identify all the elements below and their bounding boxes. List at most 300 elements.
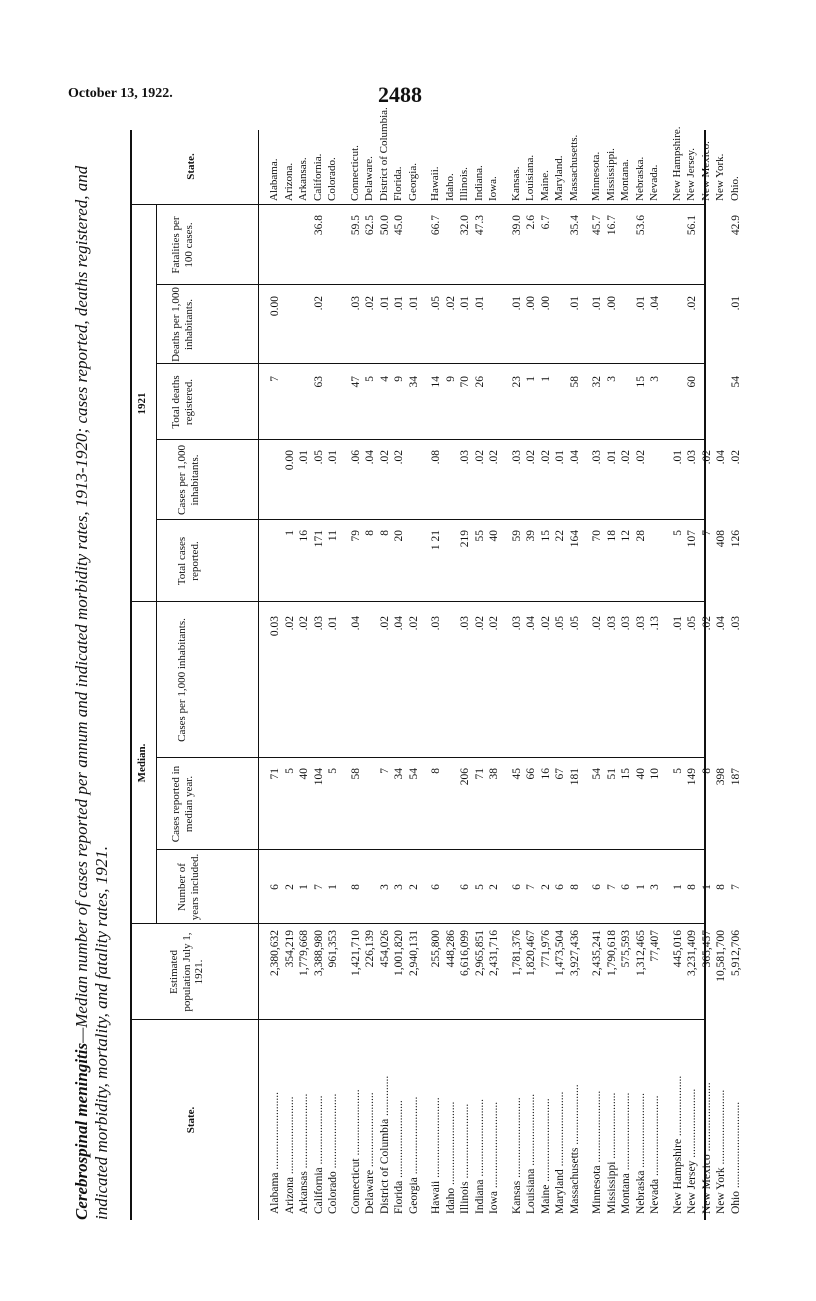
state-name: Indiana ...........................: [473, 1099, 486, 1214]
row-group: [510, 852, 583, 922]
state-name: Maine .............................: [539, 1098, 552, 1214]
case-rate-1921-value: [444, 450, 459, 518]
years-value: 5: [473, 884, 486, 890]
column-death-rate-1921: [268, 296, 751, 362]
years-value: 6: [430, 884, 442, 890]
row-group: [671, 376, 744, 438]
death-rate-1921-value: [671, 296, 686, 362]
state-name-right: Maine.: [538, 170, 551, 201]
vrule: [130, 204, 706, 205]
fatality-1921-value: [619, 215, 634, 283]
deaths-1921-value: 9: [444, 376, 457, 382]
deaths-1921-value: 3: [605, 376, 618, 382]
fatality-1921-value: [268, 215, 283, 283]
fatality-1921-value: [444, 215, 459, 283]
death-rate-1921-value: [553, 296, 568, 362]
case-rate-1921-value: .02: [729, 450, 742, 465]
years-value: 1: [634, 884, 647, 890]
state-name: New York ..........................: [715, 1089, 727, 1214]
median-cases-value: 66: [525, 768, 537, 780]
row-group: [510, 215, 583, 283]
population-value: 1,820,467: [525, 930, 537, 976]
row-group: [671, 530, 744, 600]
death-rate-1921-value: [714, 296, 729, 362]
years-value: 7: [729, 884, 742, 890]
state-name: Alabama ...........................: [269, 1091, 281, 1214]
deaths-1921-value: [714, 376, 729, 438]
cases-1921-value: 107: [686, 530, 698, 548]
vrule: [156, 363, 706, 364]
state-name: Arizona ...........................: [283, 1096, 296, 1214]
header-median-cases: Cases reported in median year.: [170, 765, 195, 843]
median-rate-value: .02: [283, 616, 296, 631]
years-value: 6: [554, 884, 566, 890]
median-cases-value: 7: [378, 768, 391, 774]
case-rate-1921-value: .03: [510, 450, 523, 465]
population-value: 961,353: [327, 930, 339, 968]
row-group: [590, 852, 663, 922]
cases-1921-value: 1: [283, 530, 296, 536]
deaths-1921-value: 34: [407, 376, 420, 388]
case-rate-1921-value: .05: [312, 450, 325, 465]
row-group: [429, 131, 502, 201]
case-rate-1921-value: .08: [430, 450, 442, 465]
median-rate-value: .02: [591, 616, 603, 631]
state-name-right: Louisiana.: [524, 154, 536, 201]
state-name: Ohio ..............................: [729, 1101, 742, 1214]
vrule: [156, 439, 706, 440]
state-name-right: Massachusetts.: [567, 134, 580, 201]
table-title: [72, 130, 112, 1220]
years-value: 3: [378, 884, 391, 890]
deaths-1921-value: [619, 376, 634, 438]
case-rate-1921-value: .02: [539, 450, 552, 465]
case-rate-1921-value: .06: [349, 450, 362, 465]
median-cases-value: 398: [715, 768, 727, 786]
death-rate-1921-value: .01: [510, 296, 523, 311]
deaths-1921-value: [297, 376, 312, 438]
header-population: Estimated population July 1, 1921.: [168, 932, 206, 1012]
population-value: 2,965,851: [473, 930, 486, 976]
state-name-right: California.: [311, 153, 324, 201]
row-group: [510, 616, 583, 756]
row-group: [349, 450, 422, 518]
state-name-right: Ohio.: [728, 176, 741, 201]
deaths-1921-value: 3: [649, 376, 661, 382]
row-group: [510, 296, 583, 362]
row-group: [671, 215, 744, 283]
death-rate-1921-value: .01: [729, 296, 742, 311]
deaths-1921-value: 1: [525, 376, 537, 382]
row-group: [590, 530, 663, 600]
median-group-rule: [156, 602, 157, 924]
state-name-right: Colorado.: [326, 157, 338, 201]
row-group: [671, 296, 744, 362]
death-rate-1921-value: [700, 296, 715, 362]
death-rate-1921-value: .01: [407, 296, 420, 311]
years-value: 1: [298, 884, 310, 890]
fatality-1921-value: [283, 215, 298, 283]
row-group: [510, 131, 583, 201]
median-rate-value: .05: [568, 616, 581, 631]
cases-1921-value: [407, 530, 422, 600]
years-value: 6: [620, 884, 632, 890]
years-value: 1: [700, 884, 713, 890]
median-rate-value: .02: [539, 616, 552, 631]
median-rate-value: .03: [430, 616, 442, 631]
row-group: [670, 126, 744, 201]
state-name-right: Connecticut.: [348, 145, 361, 201]
vrule: [156, 519, 706, 520]
case-rate-1921-value: .02: [634, 450, 647, 465]
deaths-1921-value: 26: [473, 376, 486, 388]
header-death-rate-1921: Deaths per 1,000 inhabitants.: [170, 287, 195, 362]
row-group: [429, 930, 502, 1018]
fatality-1921-value: 16.7: [605, 215, 618, 236]
state-name-right: Maryland.: [553, 155, 565, 201]
state-name-right: Nebraska.: [633, 156, 646, 201]
years-value: 8: [715, 884, 727, 890]
data-table: [130, 107, 742, 1220]
fatality-1921-value: [326, 215, 341, 283]
state-name-right: Nevada.: [648, 164, 660, 201]
death-rate-1921-value: .01: [378, 296, 391, 311]
case-rate-1921-value: .02: [393, 450, 405, 465]
death-rate-1921-value: .02: [686, 296, 698, 311]
death-rate-1921-value: [487, 296, 502, 362]
population-value: 3,231,409: [686, 930, 698, 976]
state-name: Maryland ..........................: [554, 1091, 566, 1214]
cases-1921-value: 12: [620, 530, 632, 542]
fatality-1921-value: 45.7: [591, 215, 603, 236]
column-population: [268, 930, 751, 1018]
title-rest: —Median number of cases reported per annum and indicated morbidity rates, 1913-1920; cases reported, deaths registered, and indicated morbidity, mortality, and fatality rates, 1921.: [72, 165, 111, 1220]
population-value: 10,581,700: [715, 930, 727, 982]
deaths-1921-value: 47: [349, 376, 362, 388]
median-cases-value: 206: [459, 768, 471, 786]
row-group: [349, 215, 422, 283]
row-group: [590, 376, 663, 438]
median-cases-value: 67: [554, 768, 566, 780]
row-group: [671, 616, 744, 756]
column-state: [268, 1026, 751, 1214]
header-median-group: Median.: [136, 743, 148, 783]
years-value: 1: [327, 884, 339, 890]
fatality-1921-value: 42.9: [729, 215, 742, 236]
median-rate-value: .02: [378, 616, 391, 631]
case-rate-1921-value: .03: [591, 450, 603, 465]
state-name: Delaware ..........................: [364, 1092, 376, 1214]
rotated-table-region: [72, 107, 742, 1220]
row-group: [349, 768, 422, 848]
case-rate-1921-value: .02: [473, 450, 486, 465]
years-value: 3: [393, 884, 405, 890]
page-number: 2488: [378, 82, 422, 107]
death-rate-1921-value: .02: [312, 296, 325, 311]
population-value: 2,431,716: [488, 930, 500, 976]
fatality-1921-value: [671, 215, 686, 283]
median-cases-value: 8: [700, 768, 713, 774]
years-value: 7: [605, 884, 618, 890]
case-rate-1921-value: .03: [459, 450, 471, 465]
population-value: 2,380,632: [269, 930, 281, 976]
median-rate-value: .03: [620, 616, 632, 631]
cases-1921-value: 18: [605, 530, 618, 542]
deaths-1921-value: [326, 376, 341, 438]
case-rate-1921-value: 0.00: [283, 450, 296, 471]
median-cases-value: 54: [407, 768, 420, 780]
header-cases-1921: Total cases reported.: [176, 536, 201, 586]
case-rate-1921-value: .01: [327, 450, 339, 465]
population-value: 77,407: [649, 930, 661, 962]
deaths-1921-value: 1: [539, 376, 552, 382]
column-median-rate: [268, 616, 751, 756]
state-name: Hawaii ............................: [430, 1097, 442, 1214]
death-rate-1921-value: [283, 296, 298, 362]
death-rate-1921-value: .01: [473, 296, 486, 311]
median-cases-value: 40: [298, 768, 310, 780]
row-group: [349, 296, 422, 362]
column-case-rate-1921: [268, 450, 751, 518]
state-name: Georgia ...........................: [407, 1096, 420, 1214]
row-group: [429, 215, 502, 283]
case-rate-1921-value: [407, 450, 422, 518]
group-1921-rule: [156, 205, 157, 602]
case-rate-1921-value: [648, 450, 663, 518]
header-deaths-1921: Total deaths registered.: [170, 375, 195, 429]
median-rate-value: .13: [649, 616, 661, 631]
row-group: [510, 530, 583, 600]
header-fatality-1921: Fatalities per 100 cases.: [170, 216, 195, 274]
row-group: [671, 930, 744, 1018]
state-name-right: Mississippi.: [604, 148, 617, 201]
state-name-right: New Hampshire.: [670, 126, 683, 201]
median-cases-value: 5: [671, 768, 684, 774]
median-cases-value: 16: [539, 768, 552, 780]
row-group: [268, 530, 341, 600]
case-rate-1921-value: .03: [686, 450, 698, 465]
fatality-1921-value: [553, 215, 568, 283]
years-value: 8: [349, 884, 362, 890]
median-rate-value: .03: [459, 616, 471, 631]
row-group: [268, 215, 341, 283]
cases-1921-value: 1 21: [430, 530, 442, 551]
years-value: 1: [671, 884, 684, 890]
state-name-right: Florida.: [392, 166, 404, 201]
cases-1921-value: 8: [364, 530, 376, 536]
years-value: 8: [568, 884, 581, 890]
population-value: 5,912,706: [729, 930, 742, 976]
row-group: [510, 930, 583, 1018]
fatality-1921-value: 32.0: [459, 215, 471, 236]
fatality-1921-value: 35.4: [568, 215, 581, 236]
row-group: [590, 215, 663, 283]
state-name: Kansas ............................: [510, 1097, 523, 1214]
years-value: 2: [488, 884, 500, 890]
cases-1921-value: 171: [312, 530, 325, 548]
deaths-1921-value: 5: [364, 376, 376, 382]
deaths-1921-value: [487, 376, 502, 438]
years-value: 7: [312, 884, 325, 890]
fatality-1921-value: 45.0: [393, 215, 405, 236]
row-group: [429, 1026, 502, 1214]
cases-1921-value: 59: [510, 530, 523, 542]
column-fatality-1921: [268, 215, 751, 283]
fatality-1921-value: 6.7: [539, 215, 552, 230]
population-value: 1,001,820: [393, 930, 405, 976]
population-value: 448,286: [444, 930, 457, 968]
cases-1921-value: 219: [459, 530, 471, 548]
deaths-1921-value: [283, 376, 298, 438]
row-group: [349, 1026, 422, 1214]
state-name: Arkansas ..........................: [298, 1093, 310, 1214]
median-cases-value: 5: [283, 768, 296, 774]
years-value: [363, 852, 378, 922]
deaths-1921-value: [553, 376, 568, 438]
median-rate-value: .04: [525, 616, 537, 631]
row-group: [268, 131, 341, 201]
row-group: [429, 852, 502, 922]
median-cases-value: 40: [634, 768, 647, 780]
population-value: 575,593: [620, 930, 632, 968]
median-rate-value: .04: [393, 616, 405, 631]
state-name-right: New Mexico.: [699, 141, 712, 201]
median-rate-value: .01: [327, 616, 339, 631]
years-value: 2: [283, 884, 296, 890]
state-name: California ........................: [312, 1095, 325, 1214]
death-rate-1921-value: .01: [459, 296, 471, 311]
case-rate-1921-value: .02: [378, 450, 391, 465]
column-cases-1921: [268, 530, 751, 600]
cases-1921-value: 15: [539, 530, 552, 542]
fatality-1921-value: [407, 215, 422, 283]
row-group: [510, 450, 583, 518]
cases-1921-value: 11: [327, 530, 339, 542]
death-rate-1921-value: [619, 296, 634, 362]
state-name: Colorado ..........................: [327, 1093, 339, 1214]
state-name-right: Minnesota.: [590, 151, 602, 201]
years-value: 6: [459, 884, 471, 890]
fatality-1921-value: [487, 215, 502, 283]
row-group: [268, 616, 341, 756]
median-cases-value: 71: [269, 768, 281, 780]
population-value: 1,473,504: [554, 930, 566, 976]
deaths-1921-value: 4: [378, 376, 391, 382]
death-rate-1921-value: .05: [430, 296, 442, 311]
case-rate-1921-value: .02: [525, 450, 537, 465]
state-name: New Mexico ........................: [700, 1082, 713, 1214]
fatality-1921-value: 47.3: [473, 215, 486, 236]
death-rate-1921-value: .00: [525, 296, 537, 311]
column-years: [268, 852, 751, 922]
state-name: Louisiana .........................: [525, 1093, 537, 1214]
median-cases-value: 51: [605, 768, 618, 780]
years-value: [444, 852, 459, 922]
deaths-1921-value: 14: [430, 376, 442, 388]
fatality-1921-value: 56.1: [686, 215, 698, 236]
case-rate-1921-value: .04: [715, 450, 727, 465]
header-state: State.: [185, 1106, 197, 1134]
death-rate-1921-value: [297, 296, 312, 362]
vrule: [156, 849, 706, 850]
row-group: [429, 376, 502, 438]
median-rate-value: [444, 616, 459, 756]
median-rate-value: .03: [510, 616, 523, 631]
state-name: Nebraska ..........................: [634, 1092, 647, 1214]
fatality-1921-value: 62.5: [364, 215, 376, 236]
death-rate-1921-value: .02: [364, 296, 376, 311]
years-value: 7: [525, 884, 537, 890]
cases-1921-value: [268, 530, 283, 600]
state-name: District of Columbia ..............: [378, 1075, 391, 1214]
table-landscape: [72, 107, 742, 1220]
case-rate-1921-value: .04: [364, 450, 376, 465]
median-rate-value: [363, 616, 378, 756]
row-group: [671, 852, 744, 922]
median-cases-value: 45: [510, 768, 523, 780]
vrule: [156, 284, 706, 285]
population-value: 454,026: [378, 930, 391, 968]
median-rate-value: .05: [686, 616, 698, 631]
population-value: 771,976: [539, 930, 552, 968]
death-rate-1921-value: .01: [591, 296, 603, 311]
death-rate-1921-value: .03: [349, 296, 362, 311]
row-group: [590, 296, 663, 362]
death-rate-1921-value: .04: [649, 296, 661, 311]
header-median-rate: Cases per 1,000 inhabitants.: [176, 618, 188, 742]
cases-1921-value: 39: [525, 530, 537, 542]
state-name-right: Arizona.: [282, 162, 295, 201]
median-cases-value: 5: [327, 768, 339, 774]
median-rate-value: .03: [634, 616, 647, 631]
deaths-1921-value: 15: [634, 376, 647, 388]
row-group: [268, 450, 341, 518]
state-name-right: Hawaii.: [429, 166, 441, 201]
years-value: 2: [407, 884, 420, 890]
state-name-right: Georgia.: [406, 163, 419, 201]
death-rate-1921-value: .00: [539, 296, 552, 311]
vrule: [156, 757, 706, 758]
deaths-1921-value: 32: [591, 376, 603, 388]
row-group: [268, 376, 341, 438]
median-cases-value: 104: [312, 768, 325, 786]
population-value: 1,790,618: [605, 930, 618, 976]
state-name: New Hampshire .....................: [671, 1075, 684, 1214]
median-cases-value: [363, 768, 378, 848]
median-cases-value: 38: [488, 768, 500, 780]
row-group: [510, 1026, 583, 1214]
state-name: Iowa ..............................: [488, 1101, 500, 1214]
row-group: [429, 450, 502, 518]
median-cases-value: 10: [649, 768, 661, 780]
fatality-1921-value: 36.8: [312, 215, 325, 236]
median-rate-value: .02: [488, 616, 500, 631]
deaths-1921-value: 23: [510, 376, 523, 388]
row-group: [349, 376, 422, 438]
population-value: 2,940,131: [407, 930, 420, 976]
case-rate-1921-value: [268, 450, 283, 518]
state-name: Idaho .............................: [444, 1101, 457, 1214]
state-name: Montana ...........................: [620, 1092, 632, 1214]
population-value: 226,139: [364, 930, 376, 968]
cases-1921-value: 20: [393, 530, 405, 542]
row-group: [590, 768, 663, 848]
deaths-1921-value: [671, 376, 686, 438]
median-rate-value: .02: [298, 616, 310, 631]
case-rate-1921-value: .02: [700, 450, 713, 465]
median-rate-value: .02: [473, 616, 486, 631]
header-years: Number of years included.: [176, 853, 201, 921]
